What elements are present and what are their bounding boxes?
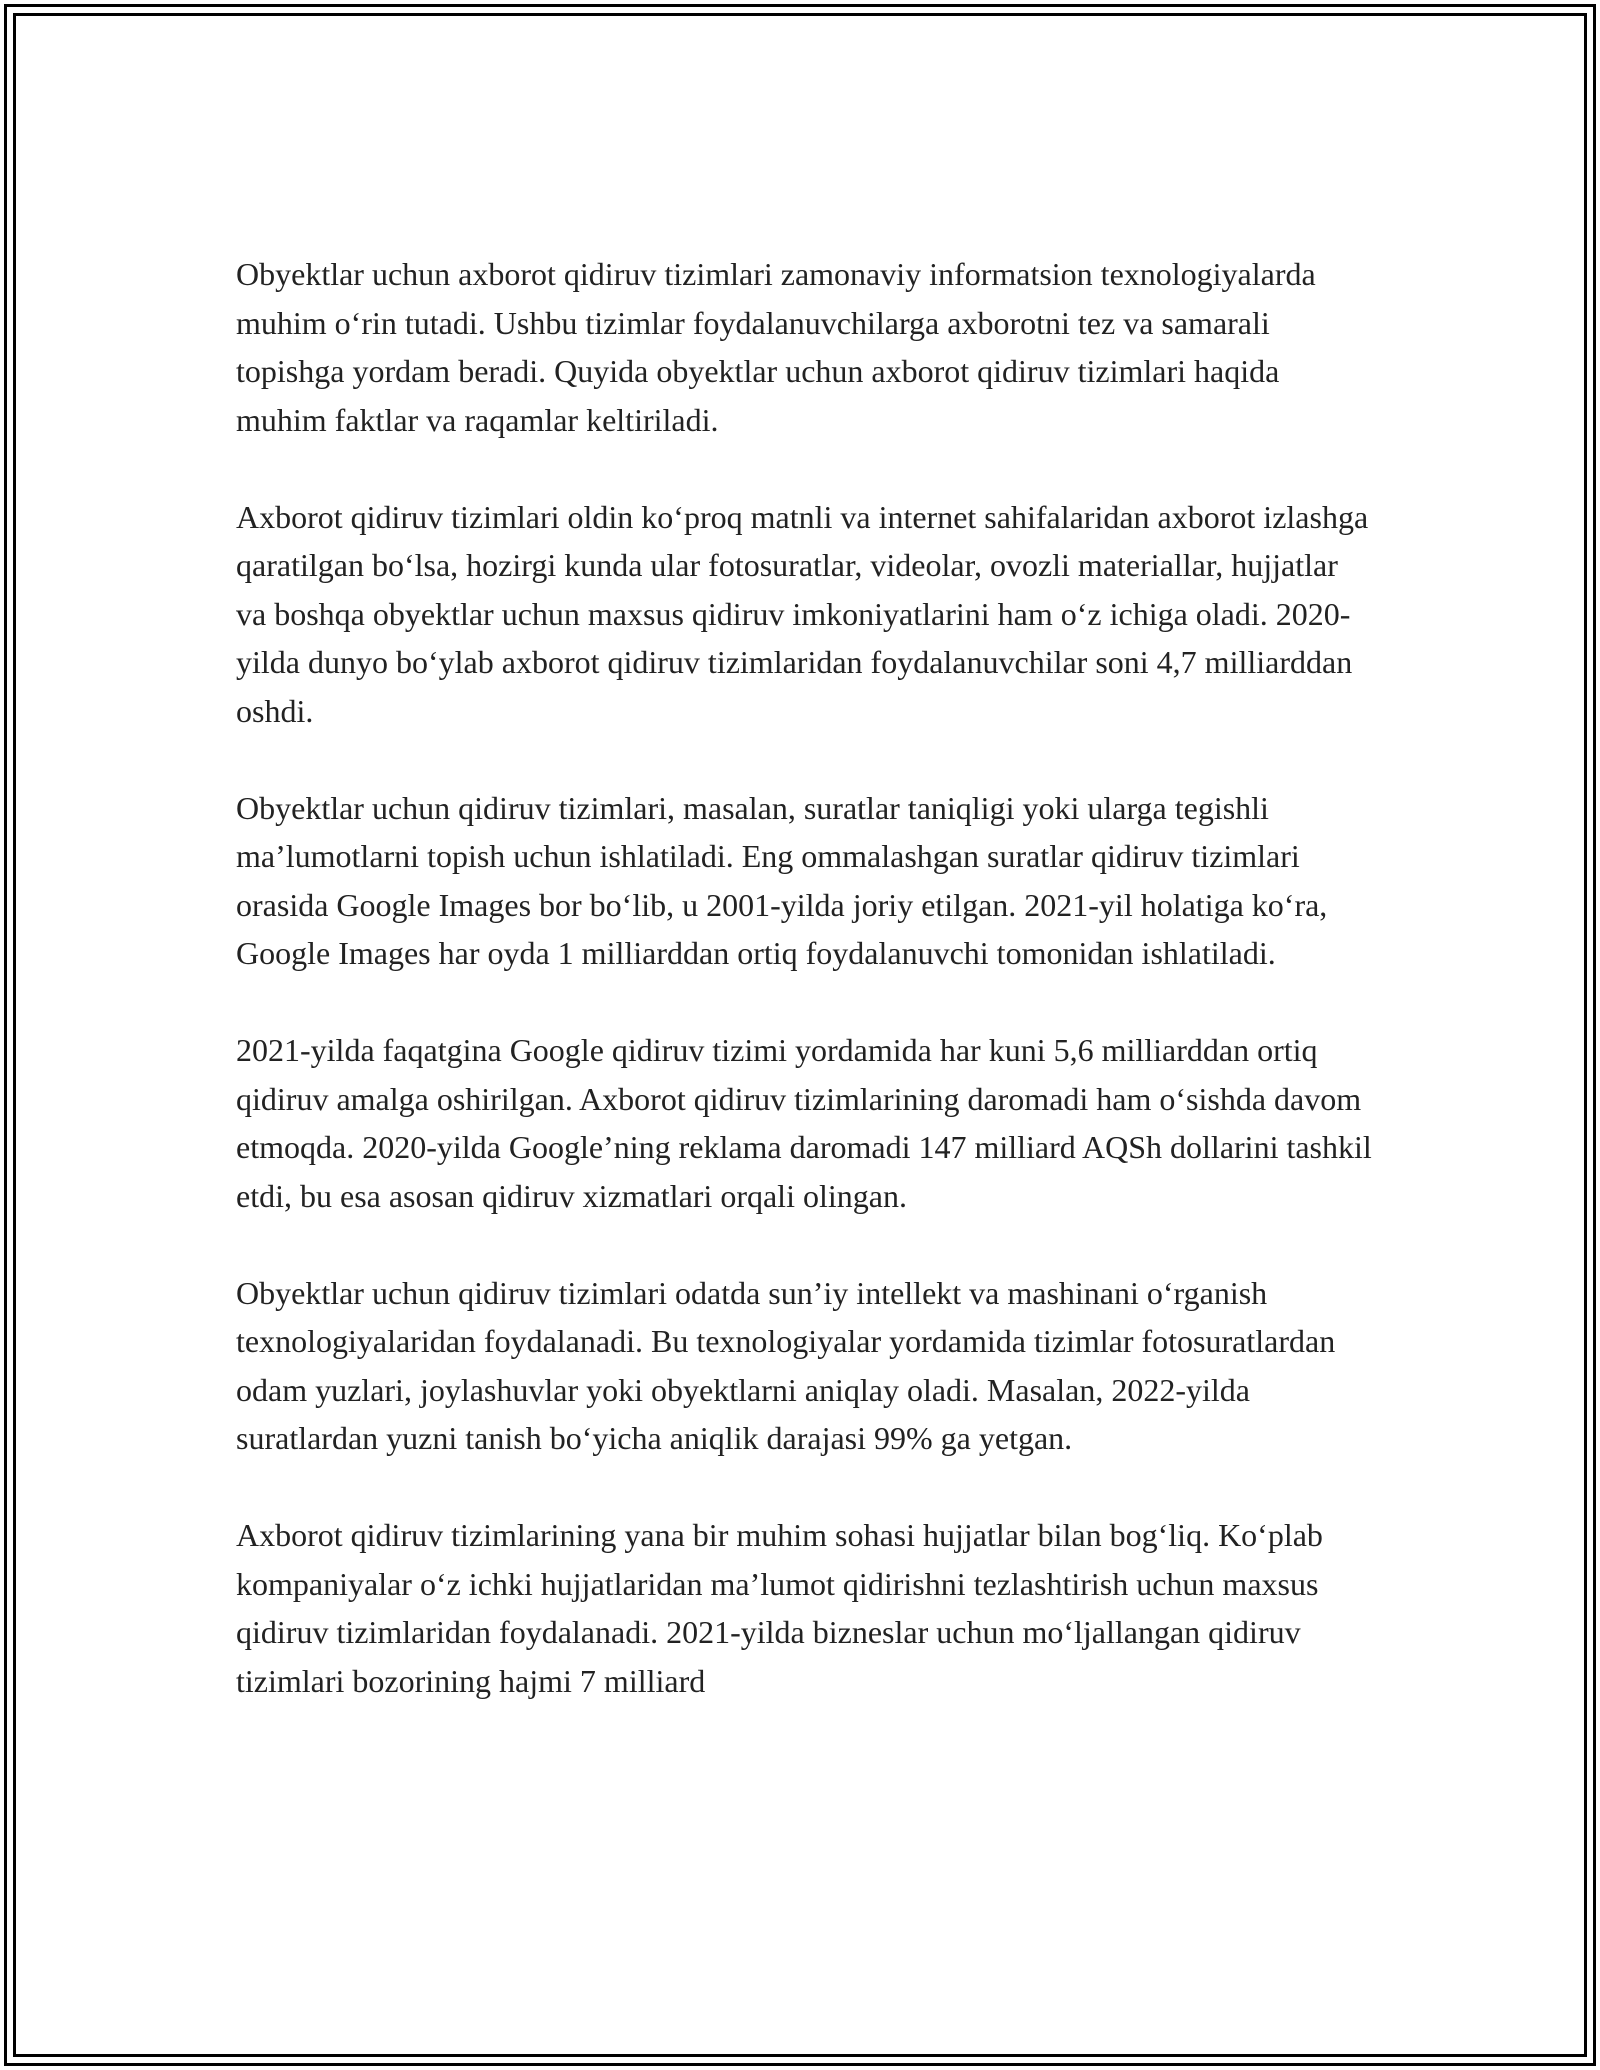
paragraph-6: Axborot qidiruv tizimlarining yana bir muhim sohasi hujjatlar bilan bogʻliq. Koʻplab kompaniyalar oʻz ichki hujjatlaridan maʼlumot qidirishni tezlashtirish uchun maxsus qidiruv tizimlaridan foydalanadi. 2021-yilda bizneslar uchun moʻljallangan qidiruv tizimlari bozorining hajmi 7 milliard [236,1517,1323,1699]
paragraph-5: Obyektlar uchun qidiruv tizimlari odatda sun’iy intellekt va mashinani oʻrganish texnologiyalaridan foydalanadi. Bu texnologiyalar yordamida tizimlar fotosuratlardan odam yuzlari, joylashuvlar yoki obyektlarni aniqlay oladi. Masalan, 2022-yilda suratlardan yuzni tanish boʻyicha aniqlik darajasi 99% ga yetgan. [236,1274,1336,1456]
paragraph-2: Axborot qidiruv tizimlari oldin koʻproq matnli va internet sahifalaridan axborot izlashga qaratilgan boʻlsa, hozirgi kunda ular fotosuratlar, videolar, ovozli materiallar, hujjatlar va boshqa obyektlar uchun maxsus qidiruv imkoniyatlarini ham oʻz ichiga oladi. 2020-yilda dunyo boʻylab axborot qidiruv tizimlaridan foydalanuvchilar soni 4,7 milliarddan oshdi. [236,498,1369,729]
paragraph-1: Obyektlar uchun axborot qidiruv tizimlari zamonaviy informatsion texnologiyalarda muhim oʻrin tutadi. Ushbu tizimlar foydalanuvchilarga axborotni tez va samarali topishga yordam beradi. Quyida obyektlar uchun axborot qidiruv tizimlari haqida muhim faktlar va raqamlar keltiriladi. [236,256,1316,438]
document-body [236,250,1376,1705]
paragraph-4: 2021-yilda faqatgina Google qidiruv tizimi yordamida har kuni 5,6 milliarddan ortiq qidiruv amalga oshirilgan. Axborot qidiruv tizimlarining daromadi ham oʻsishda davom etmoqda. 2020-yilda Google’ning reklama daromadi 147 milliard AQSh dollarini tashkil etdi, bu esa asosan qidiruv xizmatlari orqali olingan. [236,1032,1372,1214]
paragraph-3: Obyektlar uchun qidiruv tizimlari, masalan, suratlar taniqligi yoki ularga tegishli maʼlumotlarni topish uchun ishlatiladi. Eng ommalashgan suratlar qidiruv tizimlari orasida Google Images bor boʻlib, u 2001-yilda joriy etilgan. 2021-yil holatiga koʻra, Google Images har oyda 1 milliarddan ortiq foydalanuvchi tomonidan ishlatiladi. [236,789,1328,971]
